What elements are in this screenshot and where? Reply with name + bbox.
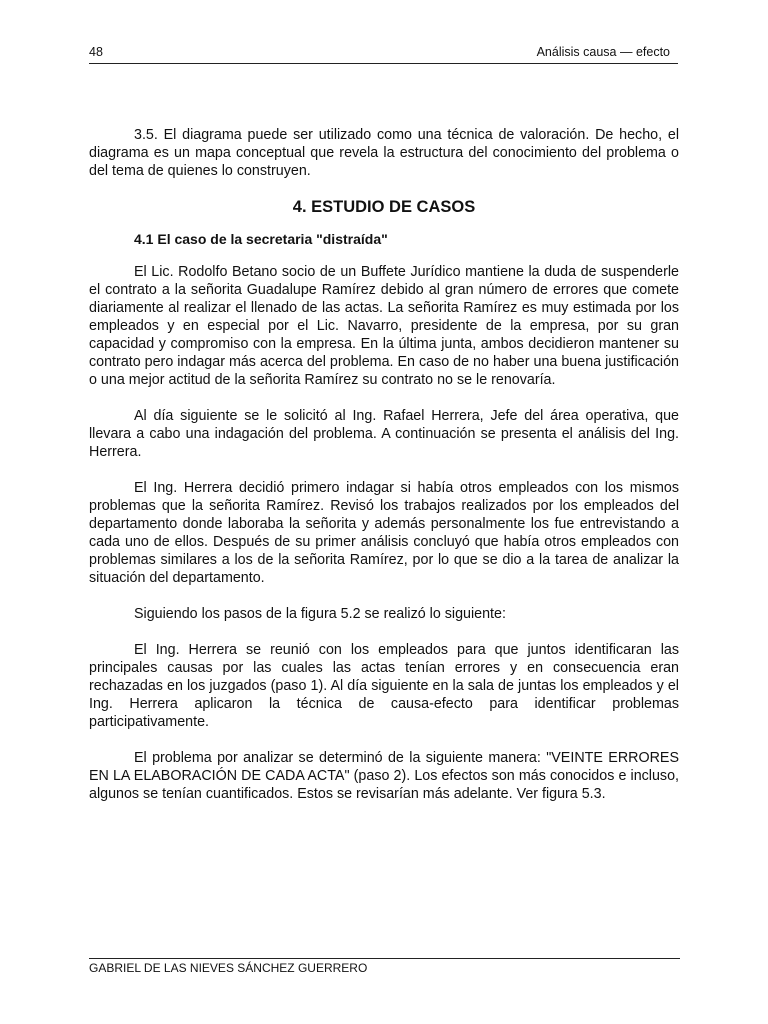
paragraph-6: El problema por analizar se determinó de la siguiente manera: "VEINTE ERRORES EN LA ELABORACIÓN DE CADA ACTA" (paso 2). Los efectos son más conocidos e incluso, algunos se tenían cuantificados. Estos se revisarían más adelante. Ver figura 5.3.	[89, 750, 679, 802]
paragraph-3: El Ing. Herrera decidió primero indagar si había otros empleados con los mismos problemas que la señorita Ramírez. Revisó los trabajos realizados por los empleados del departamento donde laboraba la señorita y además personalmente los fue entrevistando a cada uno de ellos. Después de su primer análisis concluyó que había otros empleados con problemas similares a los de la señorita Ramírez, por lo que se dio a la tarea de analizar la situación del departamento.	[89, 480, 679, 586]
page-number: 48	[89, 45, 103, 59]
page-footer	[89, 958, 680, 975]
author-name: GABRIEL DE LAS NIEVES SÁNCHEZ GUERRERO	[89, 961, 368, 975]
subsection-heading: 4.1 El caso de la secretaria "distraída"	[134, 231, 388, 247]
paragraph-5: El Ing. Herrera se reunió con los empleados para que juntos identificaran las principales causas por las cuales las actas tenían errores y en consecuencia eran rechazadas en los juzgados (paso 1). Al día siguiente en la sala de juntas los empleados y el Ing. Herrera aplicaron la técnica de causa-efecto para identificar problemas participativamente.	[89, 642, 679, 730]
running-title: Análisis causa — efecto	[536, 45, 670, 59]
paragraph-1: El Lic. Rodolfo Betano socio de un Buffete Jurídico mantiene la duda de suspenderle el contrato a la señorita Guadalupe Ramírez debido al gran número de errores que comete diariamente al realizar el llenado de las actas. La señorita Ramírez es muy estimada por los empleados y en especial por el Lic. Navarro, presidente de la empresa, por su gran capacidad y compromiso con la empresa. En la última junta, ambos decidieron mantener su contrato pero indagar más acerca del problema. En caso de no haber una buena justificación o una mejor actitud de la señorita Ramírez su contrato no se le renovaría.	[89, 264, 679, 388]
paragraph-2: Al día siguiente se le solicitó al Ing. Rafael Herrera, Jefe del área operativa, que llevara a cabo una indagación del problema. A continuación se presenta el análisis del Ing. Herrera.	[89, 408, 679, 460]
page-header	[89, 45, 678, 64]
section-heading: 4. ESTUDIO DE CASOS	[292, 198, 476, 216]
paragraph-3-5: 3.5. El diagrama puede ser utilizado como una técnica de valoración. De hecho, el diagrama es un mapa conceptual que revela la estructura del conocimiento del problema o del tema de quienes lo construyen.	[89, 127, 679, 179]
page-body	[89, 126, 679, 803]
paragraph-4: Siguiendo los pasos de la figura 5.2 se realizó lo siguiente:	[134, 606, 506, 622]
